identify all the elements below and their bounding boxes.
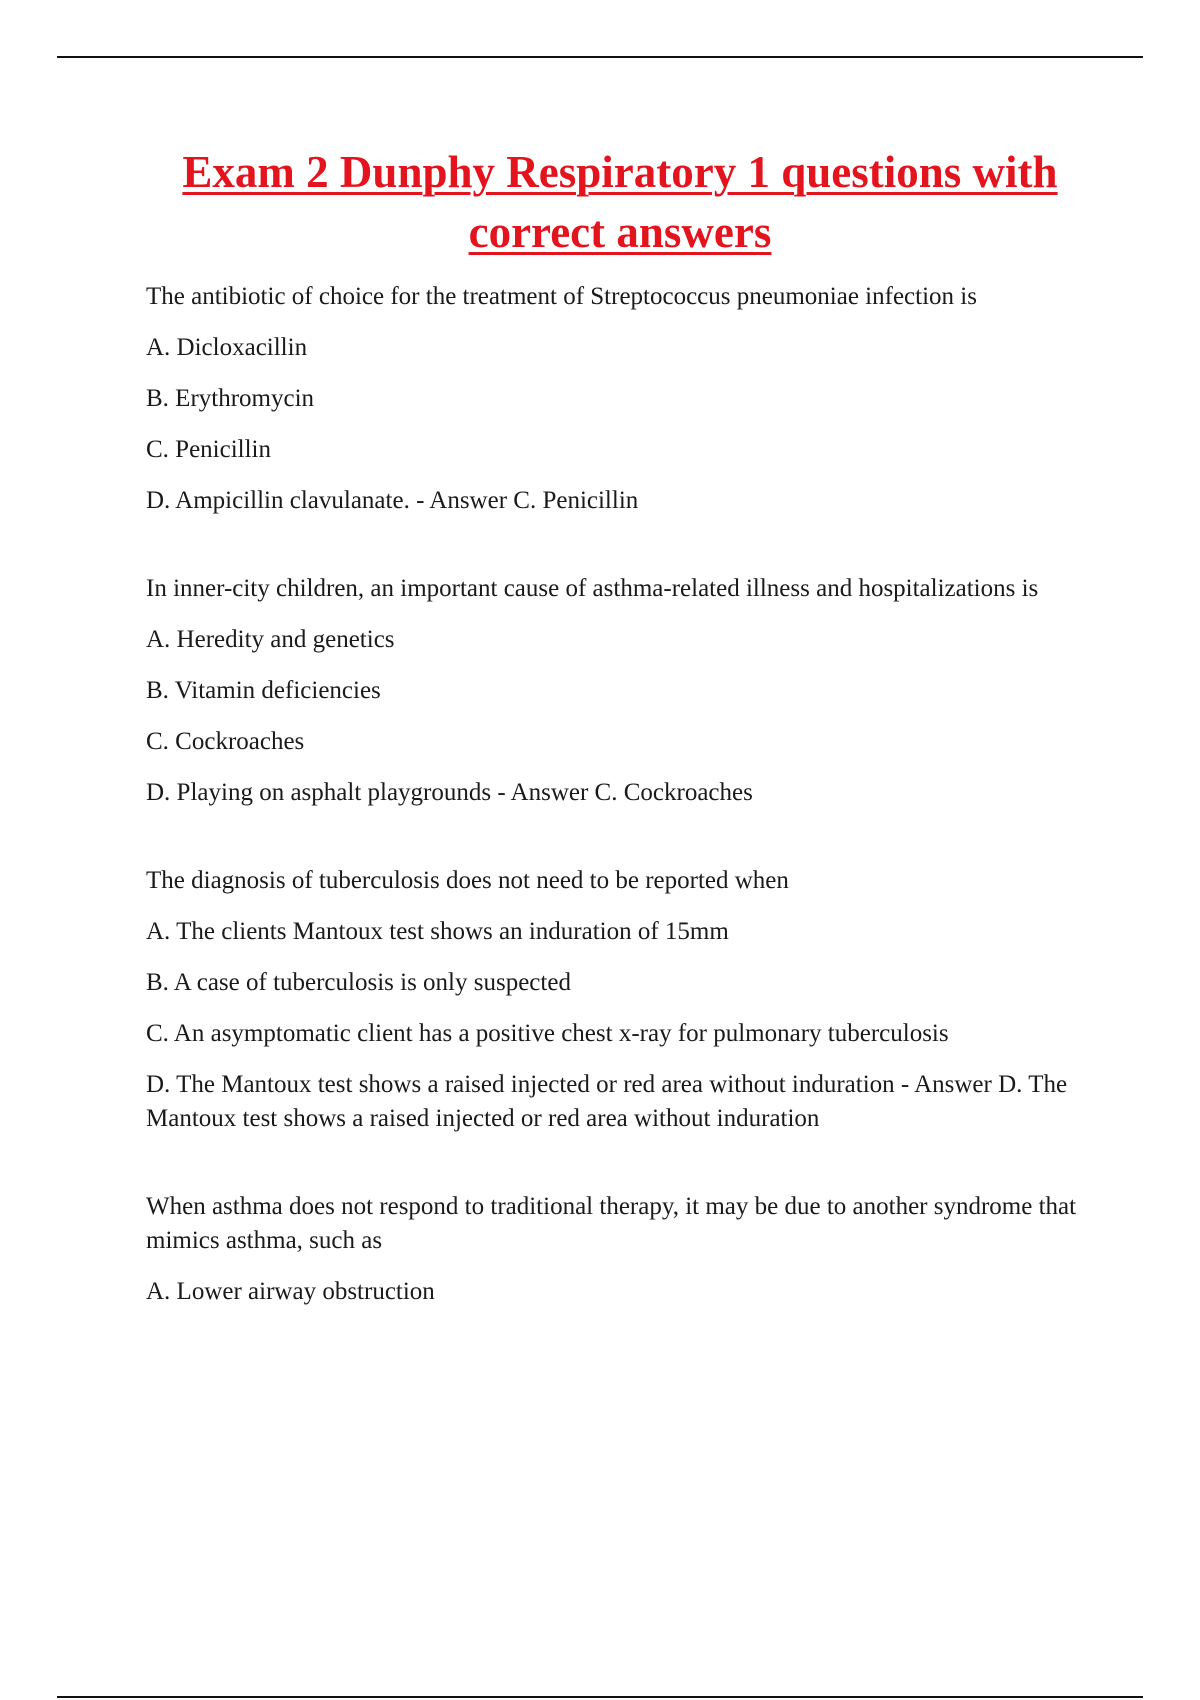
question-list (146, 280, 1106, 1363)
option-d-with-answer: D. Ampicillin clavulanate. - Answer C. Penicillin (146, 487, 639, 514)
option-b: B. Erythromycin (146, 385, 315, 412)
question-block-1 (146, 280, 1106, 518)
option-a: A. Dicloxacillin (146, 334, 308, 361)
option-a: A. Heredity and genetics (146, 626, 395, 653)
bottom-rule (57, 1696, 1143, 1698)
document-title: Exam 2 Dunphy Respiratory 1 questions with correct answers (182, 147, 1058, 257)
question-text: The diagnosis of tuberculosis does not need to be reported when (146, 867, 789, 894)
option-b: B. A case of tuberculosis is only suspected (146, 969, 571, 996)
question-block-4 (146, 1190, 1106, 1309)
option-c: C. An asymptomatic client has a positive chest x-ray for pulmonary tuberculosis (146, 1020, 949, 1047)
option-d-with-answer: D. The Mantoux test shows a raised injected or red area without induration - Answer D. The Mantoux test shows a raised injected or red area without induration (146, 1071, 1068, 1132)
question-text: The antibiotic of choice for the treatment of Streptococcus pneumoniae infection is (146, 283, 977, 310)
option-list (146, 915, 1106, 1136)
option-c: C. Penicillin (146, 436, 271, 463)
question-block-3 (146, 864, 1106, 1136)
question-block-2 (146, 572, 1106, 810)
option-d-with-answer: D. Playing on asphalt playgrounds - Answer C. Cockroaches (146, 779, 753, 806)
option-b: B. Vitamin deficiencies (146, 677, 381, 704)
question-text: When asthma does not respond to traditional therapy, it may be due to another syndrome that mimics asthma, such as (146, 1193, 1077, 1254)
option-list (146, 1275, 1106, 1309)
option-list (146, 623, 1106, 810)
option-a: A. Lower airway obstruction (146, 1278, 435, 1305)
top-rule (57, 56, 1143, 58)
question-text: In inner-city children, an important cause of asthma-related illness and hospitalizations is (146, 575, 1039, 602)
option-a: A. The clients Mantoux test shows an induration of 15mm (146, 918, 729, 945)
option-list (146, 331, 1106, 518)
option-c: C. Cockroaches (146, 728, 305, 755)
